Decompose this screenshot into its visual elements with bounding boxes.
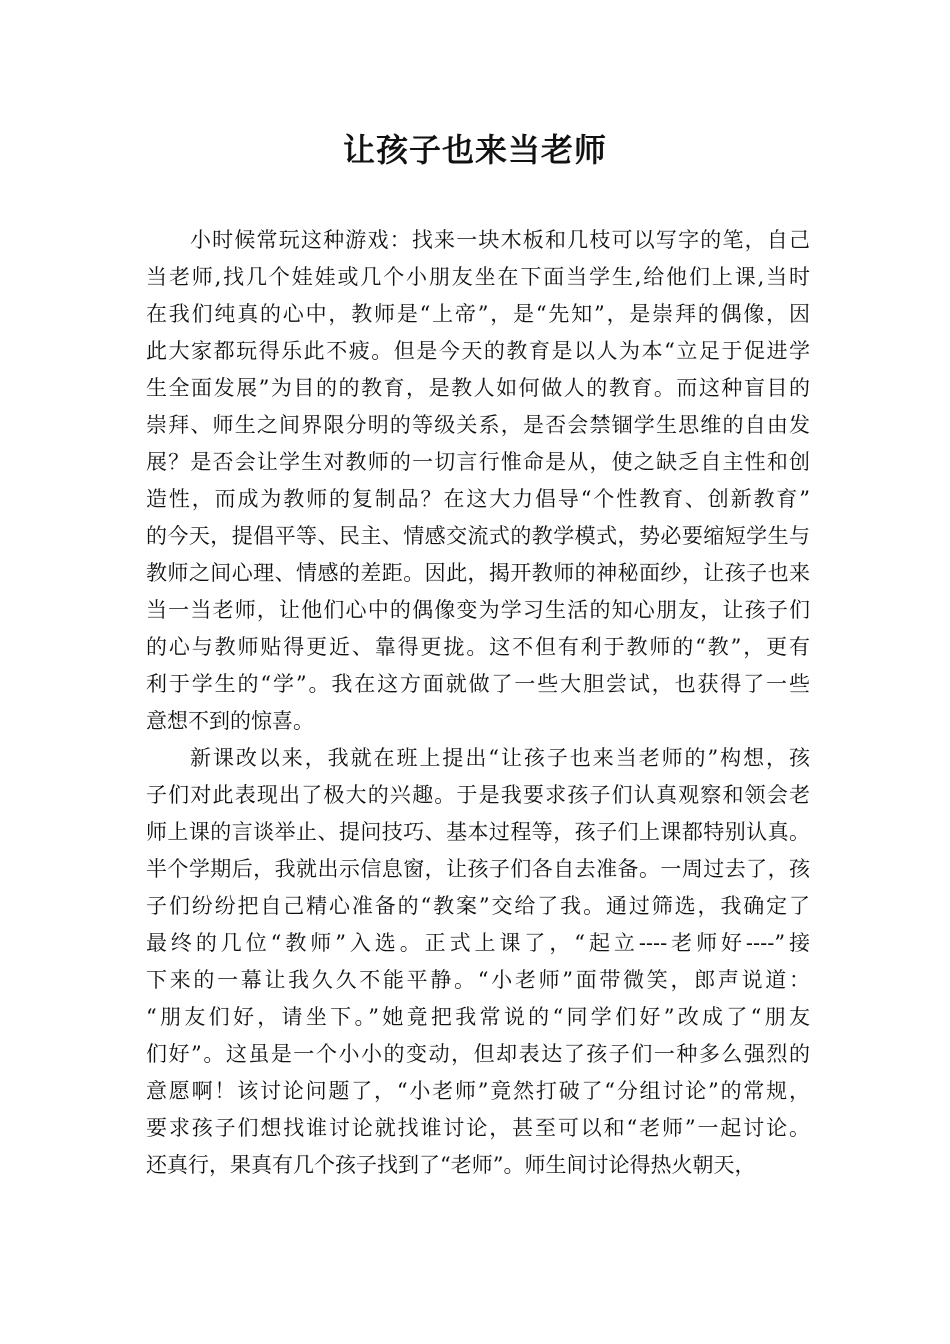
text-line: 意愿啊！该讨论问题了，“小老师”竟然打破了“分组讨论”的常规， <box>146 1079 810 1103</box>
text-line: 最终的几位“教师”入选。正式上课了，“起立----老师好----”接 <box>146 931 810 955</box>
text-line: 生全面发展”为目的的教育，是教人如何做人的教育。而这种盲目的 <box>146 376 810 400</box>
text-line: 师上课的言谈举止、提问技巧、基本过程等，孩子们上课都特别认真。 <box>146 820 810 844</box>
text-line: 子们纷纷把自己精心准备的“教案”交给了我。通过筛选，我确定了 <box>146 894 810 918</box>
text-line: 利于学生的“学”。我在这方面就做了一些大胆尝试，也获得了一些 <box>146 672 810 696</box>
text-line: 在我们纯真的心中，教师是“上帝”，是“先知”，是崇拜的偶像，因 <box>146 302 810 326</box>
text-line: 新课改以来，我就在班上提出“让孩子也来当老师的”构想，孩 <box>190 746 810 770</box>
text-line: 要求孩子们想找谁讨论就找谁讨论，甚至可以和“老师”一起讨论。 <box>146 1116 810 1140</box>
text-line: 子们对此表现出了极大的兴趣。于是我要求孩子们认真观察和领会老 <box>146 783 810 807</box>
document-title: 让孩子也来当老师 <box>342 131 607 169</box>
text-line: 的心与教师贴得更近、靠得更拢。这不但有利于教师的“教”，更有 <box>146 635 810 659</box>
text-line: 半个学期后，我就出示信息窗，让孩子们各自去准备。一周过去了，孩 <box>146 857 810 881</box>
text-line: 意想不到的惊喜。 <box>146 709 314 733</box>
paragraph <box>146 740 810 1184</box>
text-line: 小时候常玩这种游戏：找来一块木板和几枝可以写字的笔，自己 <box>190 228 810 252</box>
text-line: 教师之间心理、情感的差距。因此，揭开教师的神秘面纱，让孩子也来 <box>146 561 810 585</box>
paragraph <box>146 222 810 740</box>
text-line: 此大家都玩得乐此不疲。但是今天的教育是以人为本“立足于促进学 <box>146 339 810 363</box>
text-line: “朋友们好，请坐下。”她竟把我常说的“同学们好”改成了“朋友 <box>146 1005 810 1029</box>
text-line: 造性，而成为教师的复制品？在这大力倡导“个性教育、创新教育” <box>146 487 810 511</box>
text-line: 当老师,找几个娃娃或几个小朋友坐在下面当学生,给他们上课,当时 <box>146 265 810 289</box>
text-line: 还真行，果真有几个孩子找到了“老师”。师生间讨论得热火朝天， <box>146 1153 756 1177</box>
text-line: 们好”。这虽是一个小小的变动，但却表达了孩子们一种多么强烈的 <box>146 1042 810 1066</box>
document-body <box>146 222 810 1184</box>
text-line: 当一当老师，让他们心中的偶像变为学习生活的知心朋友，让孩子们 <box>146 598 810 622</box>
text-line: 展？是否会让学生对教师的一切言行惟命是从，使之缺乏自主性和创 <box>146 450 810 474</box>
text-line: 的今天，提倡平等、民主、情感交流式的教学模式，势必要缩短学生与 <box>146 524 810 548</box>
text-line: 下来的一幕让我久久不能平静。“小老师”面带微笑，郎声说道： <box>146 968 810 992</box>
text-line: 崇拜、师生之间界限分明的等级关系，是否会禁锢学生思维的自由发 <box>146 413 810 437</box>
